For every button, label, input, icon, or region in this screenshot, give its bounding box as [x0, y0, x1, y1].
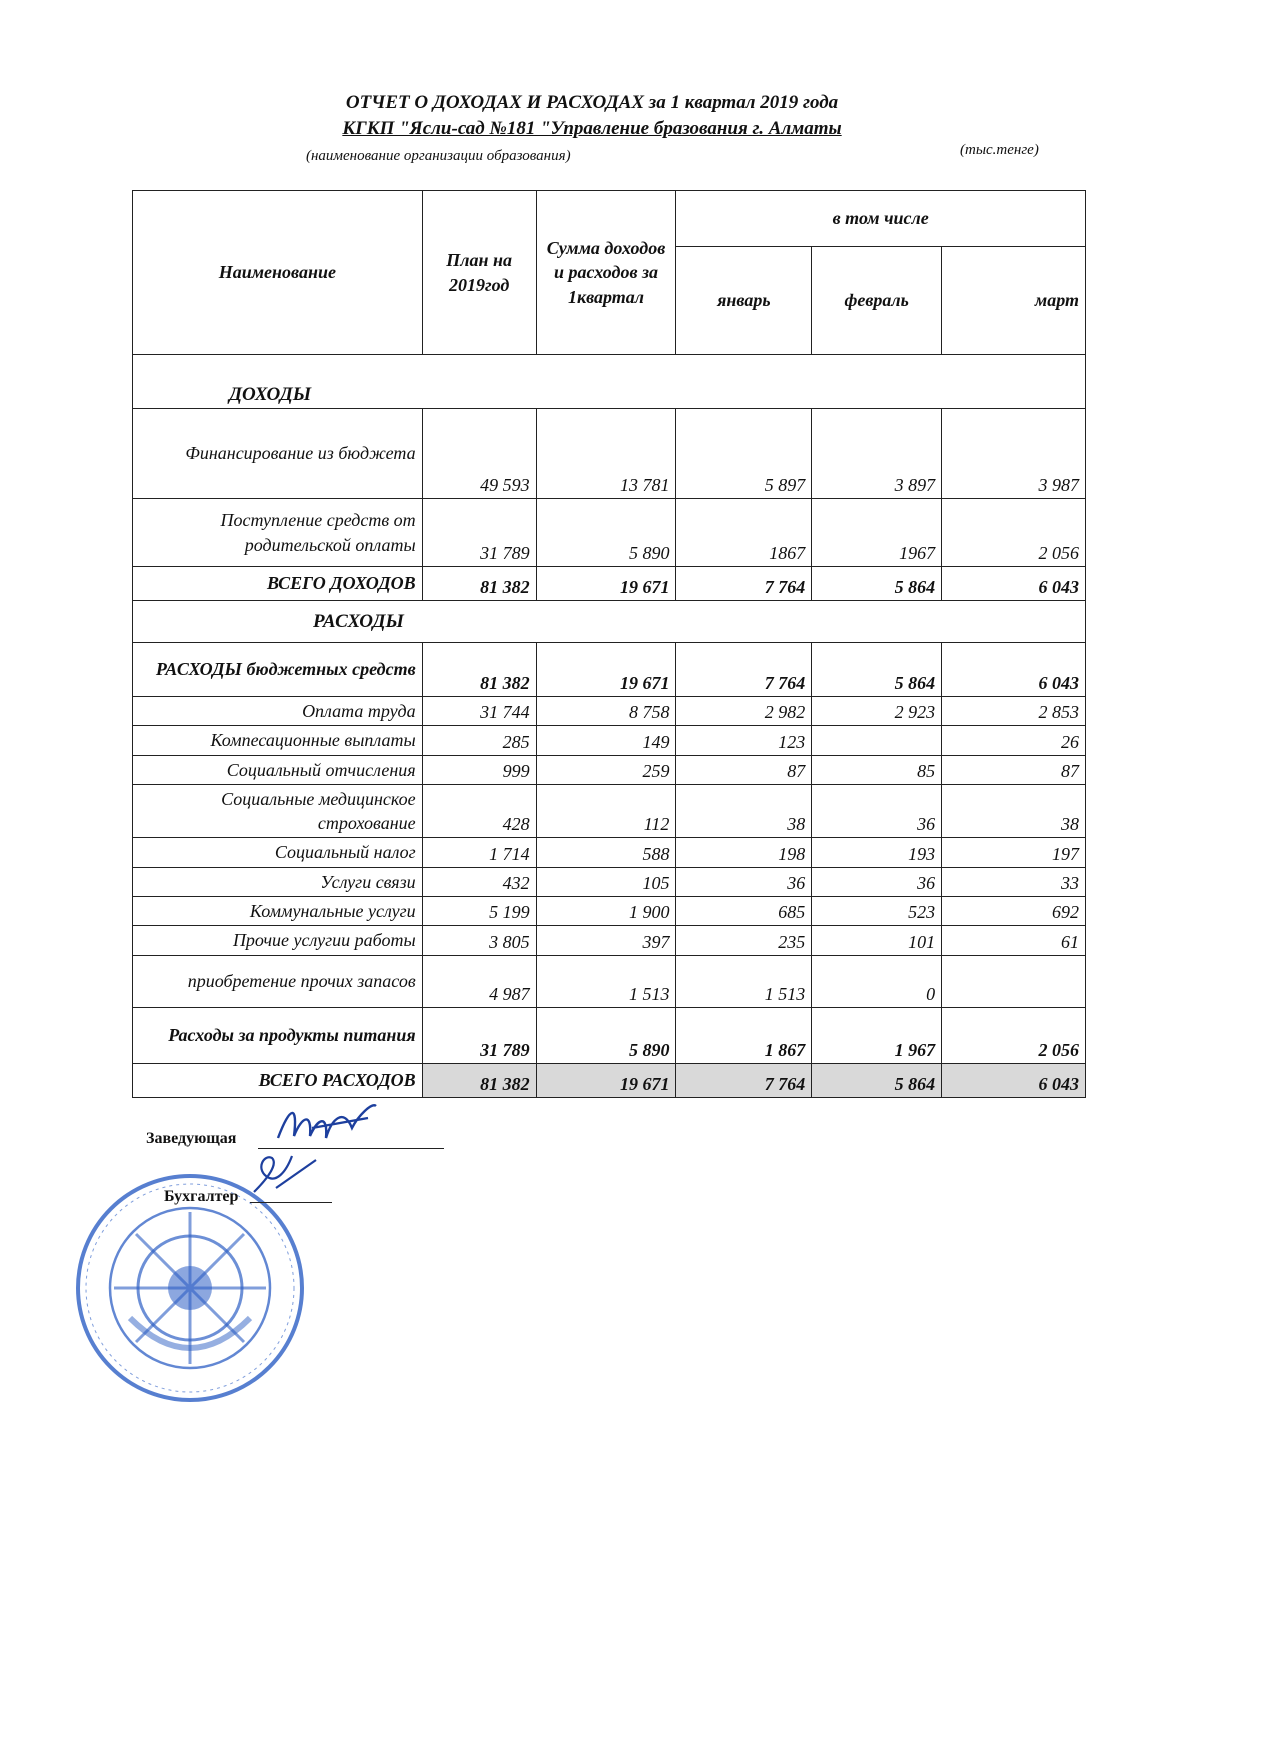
table-row — [133, 926, 1086, 955]
cell-sum: 5 890 — [536, 499, 676, 567]
cell-sum: 112 — [536, 784, 676, 838]
cell-mar: 197 — [942, 838, 1086, 867]
cell-mar: 2 853 — [942, 697, 1086, 726]
cell-feb: 5 864 — [812, 643, 942, 697]
cell-name: РАСХОДЫ бюджетных средств — [133, 643, 423, 697]
organization-name: КГКП "Ясли-сад №181 "Управление бразования г. Алматы — [342, 118, 842, 139]
cell-plan: 3 805 — [422, 926, 536, 955]
cell-name: Социальные медицинское строхование — [133, 784, 423, 838]
col-plan-header: План на 2019год — [422, 191, 536, 355]
cell-name: Финансирование из бюджета — [133, 409, 423, 499]
col-feb-header: февраль — [812, 247, 942, 355]
expense-total-jan: 7 764 — [676, 1063, 812, 1097]
cell-plan: 5 199 — [422, 897, 536, 926]
income-total-jan: 7 764 — [676, 567, 812, 601]
cell-feb: 193 — [812, 838, 942, 867]
income-expense-table — [132, 190, 1086, 1098]
cell-sum: 8 758 — [536, 697, 676, 726]
cell-feb: 1 967 — [812, 1007, 942, 1063]
cell-sum: 397 — [536, 926, 676, 955]
units-label: (тыс.тенге) — [960, 142, 1039, 158]
cell-jan: 123 — [676, 726, 812, 755]
cell-plan: 81 382 — [422, 643, 536, 697]
cell-name: Оплата труда — [133, 697, 423, 726]
cell-feb: 101 — [812, 926, 942, 955]
table-row — [133, 697, 1086, 726]
cell-sum: 149 — [536, 726, 676, 755]
cell-sum: 1 900 — [536, 897, 676, 926]
cell-jan: 36 — [676, 867, 812, 896]
table-row — [133, 409, 1086, 499]
cell-name: Социальный налог — [133, 838, 423, 867]
accountant-signature — [246, 1148, 326, 1208]
income-total-feb: 5 864 — [812, 567, 942, 601]
cell-mar: 26 — [942, 726, 1086, 755]
cell-plan: 432 — [422, 867, 536, 896]
cell-feb: 85 — [812, 755, 942, 784]
table-row — [133, 867, 1086, 896]
cell-mar: 38 — [942, 784, 1086, 838]
cell-mar: 3 987 — [942, 409, 1086, 499]
table-row — [133, 784, 1086, 838]
cell-name: Поступление средств от родительской оплаты — [133, 499, 423, 567]
cell-plan: 999 — [422, 755, 536, 784]
col-including-header: в том числе — [676, 191, 1086, 247]
cell-sum: 1 513 — [536, 955, 676, 1007]
organization-caption: (наименование организации образования) — [306, 148, 571, 164]
cell-mar: 87 — [942, 755, 1086, 784]
income-total-mar: 6 043 — [942, 567, 1086, 601]
cell-plan: 31 789 — [422, 1007, 536, 1063]
cell-feb: 36 — [812, 784, 942, 838]
accountant-label: Бухгалтер — [164, 1188, 239, 1205]
expense-total-plan: 81 382 — [422, 1063, 536, 1097]
cell-sum: 5 890 — [536, 1007, 676, 1063]
head-signature-line — [258, 1148, 444, 1149]
cell-mar: 33 — [942, 867, 1086, 896]
cell-feb: 3 897 — [812, 409, 942, 499]
cell-feb: 0 — [812, 955, 942, 1007]
expense-total-feb: 5 864 — [812, 1063, 942, 1097]
income-total-plan: 81 382 — [422, 567, 536, 601]
cell-plan: 31 789 — [422, 499, 536, 567]
cell-name: Социальный отчисления — [133, 755, 423, 784]
table-row — [133, 499, 1086, 567]
expense-total-sum: 19 671 — [536, 1063, 676, 1097]
cell-mar: 6 043 — [942, 643, 1086, 697]
cell-plan: 4 987 — [422, 955, 536, 1007]
cell-mar — [942, 955, 1086, 1007]
cell-jan: 7 764 — [676, 643, 812, 697]
cell-jan: 1 513 — [676, 955, 812, 1007]
table-row — [133, 755, 1086, 784]
cell-name: Услуги связи — [133, 867, 423, 896]
cell-name: Коммунальные услуги — [133, 897, 423, 926]
cell-mar: 61 — [942, 926, 1086, 955]
cell-jan: 235 — [676, 926, 812, 955]
income-total-sum: 19 671 — [536, 567, 676, 601]
table-row — [133, 726, 1086, 755]
expense-total-row — [133, 1063, 1086, 1097]
col-sum-header: Сумма доходов и расходов за 1квартал — [536, 191, 676, 355]
cell-jan: 198 — [676, 838, 812, 867]
cell-mar: 2 056 — [942, 499, 1086, 567]
cell-mar: 692 — [942, 897, 1086, 926]
accountant-signature-line — [250, 1202, 332, 1203]
table-row — [133, 838, 1086, 867]
table-row — [133, 1007, 1086, 1063]
table-row — [133, 955, 1086, 1007]
col-mar-header: март — [942, 247, 1086, 355]
cell-feb: 523 — [812, 897, 942, 926]
cell-plan: 1 714 — [422, 838, 536, 867]
cell-sum: 13 781 — [536, 409, 676, 499]
report-title: ОТЧЕТ О ДОХОДАХ И РАСХОДАХ за 1 квартал 2019 года — [345, 92, 839, 113]
expense-section-title: РАСХОДЫ — [133, 601, 1086, 643]
income-rows — [133, 409, 1086, 567]
cell-name: Расходы за продукты питания — [133, 1007, 423, 1063]
col-name-header: Наименование — [133, 191, 423, 355]
cell-jan: 1 867 — [676, 1007, 812, 1063]
head-label: Заведующая — [146, 1130, 237, 1147]
cell-name: Прочие услугии работы — [133, 926, 423, 955]
cell-plan: 285 — [422, 726, 536, 755]
cell-sum: 105 — [536, 867, 676, 896]
cell-name: Компесационные выплаты — [133, 726, 423, 755]
cell-jan: 87 — [676, 755, 812, 784]
cell-sum: 19 671 — [536, 643, 676, 697]
cell-feb: 36 — [812, 867, 942, 896]
income-total-row — [133, 567, 1086, 601]
cell-plan: 49 593 — [422, 409, 536, 499]
income-section-title: ДОХОДЫ — [133, 355, 1086, 409]
cell-name: приобретение прочих запасов — [133, 955, 423, 1007]
cell-sum: 588 — [536, 838, 676, 867]
col-jan-header: январь — [676, 247, 812, 355]
cell-mar: 2 056 — [942, 1007, 1086, 1063]
expense-rows — [133, 643, 1086, 1064]
cell-plan: 31 744 — [422, 697, 536, 726]
cell-feb — [812, 726, 942, 755]
cell-sum: 259 — [536, 755, 676, 784]
cell-jan: 38 — [676, 784, 812, 838]
income-total-label: ВСЕГО ДОХОДОВ — [133, 567, 423, 601]
expense-total-label: ВСЕГО РАСХОДОВ — [133, 1063, 423, 1097]
head-signature — [272, 1098, 392, 1154]
table-row — [133, 643, 1086, 697]
cell-jan: 685 — [676, 897, 812, 926]
cell-feb: 2 923 — [812, 697, 942, 726]
cell-feb: 1967 — [812, 499, 942, 567]
cell-jan: 2 982 — [676, 697, 812, 726]
table-row — [133, 897, 1086, 926]
expense-total-mar: 6 043 — [942, 1063, 1086, 1097]
cell-jan: 1867 — [676, 499, 812, 567]
cell-jan: 5 897 — [676, 409, 812, 499]
cell-plan: 428 — [422, 784, 536, 838]
